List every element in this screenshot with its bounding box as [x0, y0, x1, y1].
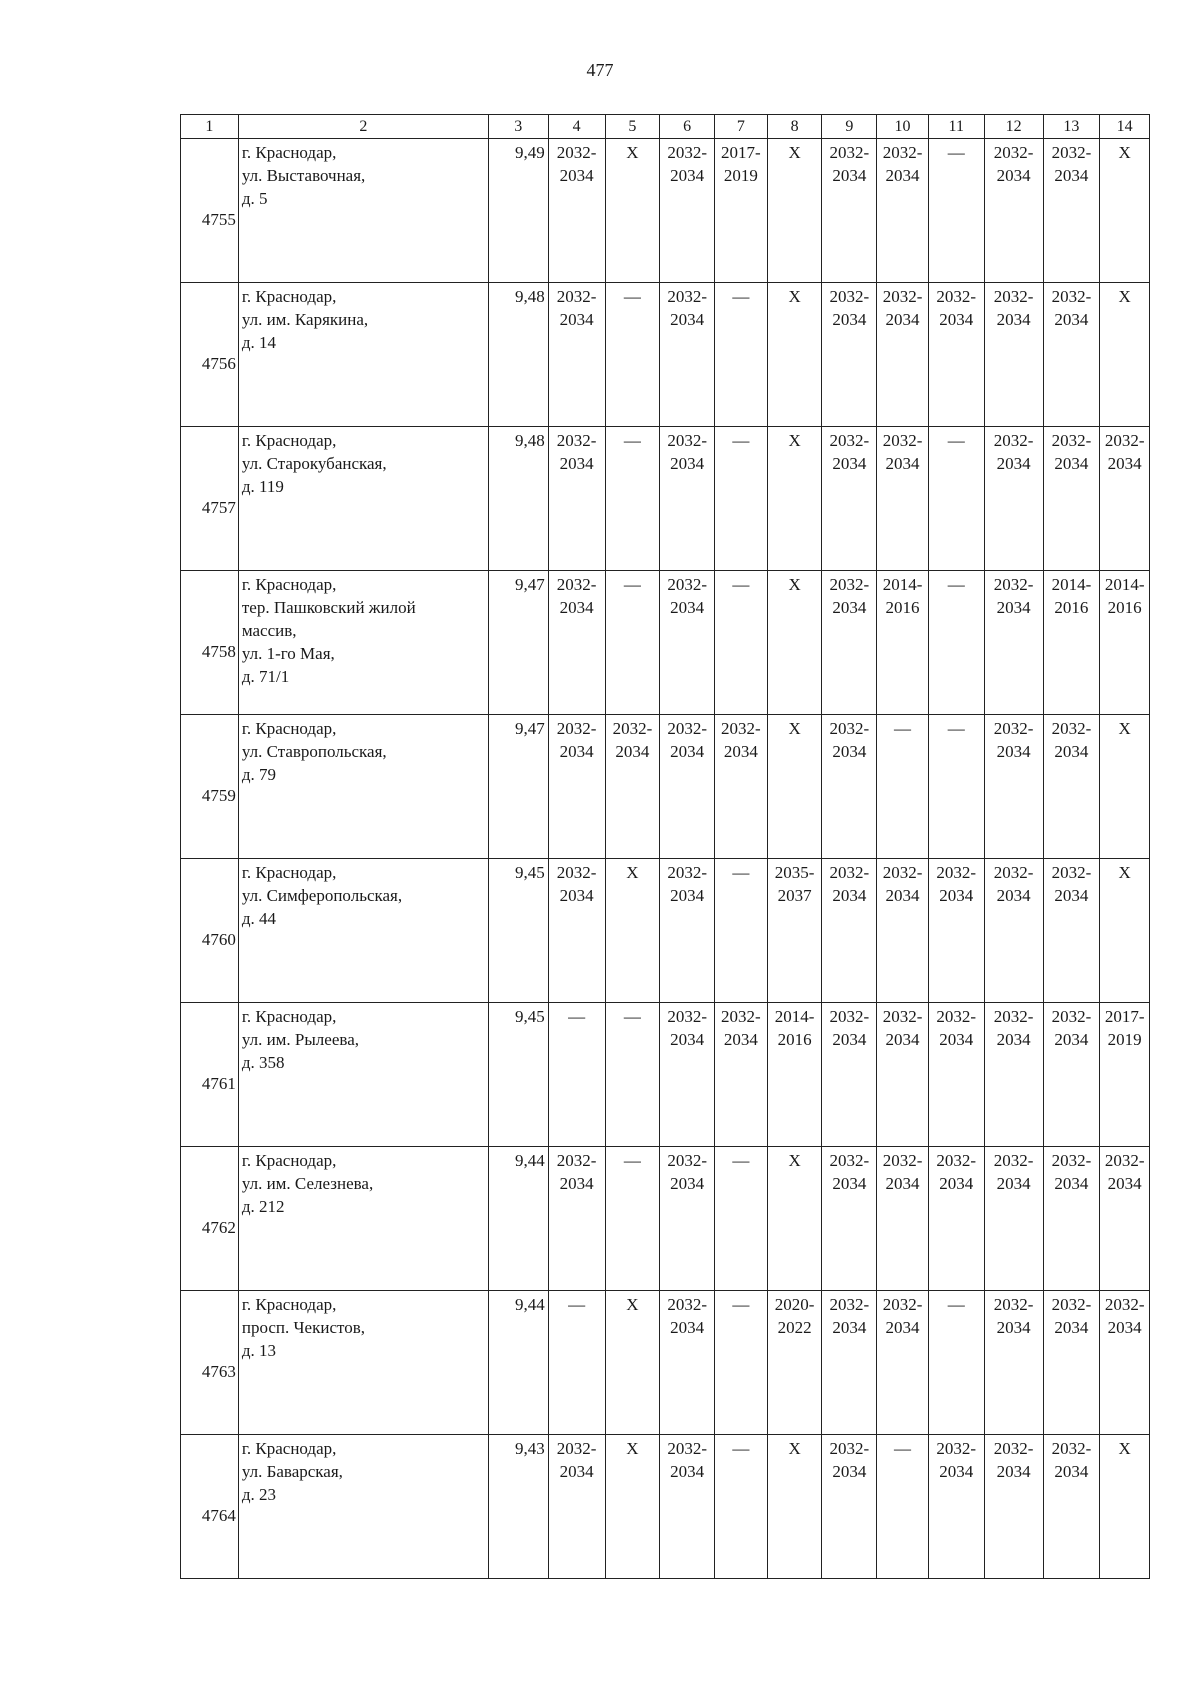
value-cell: 2032- 2034	[660, 715, 715, 859]
address-line: массив,	[241, 621, 297, 640]
score-cell: 9,43	[488, 1435, 548, 1579]
address-line: д. 358	[241, 1053, 285, 1072]
value-cell: 2032- 2034	[877, 859, 929, 1003]
table-row	[181, 283, 1150, 427]
address-line: ул. Баварская,	[241, 1462, 343, 1481]
value-cell: 2032- 2034	[822, 715, 877, 859]
address-cell	[238, 571, 488, 715]
column-header: 4	[548, 115, 605, 139]
address-line: ул. Выставочная,	[241, 166, 366, 185]
value-cell: —	[928, 1291, 984, 1435]
value-cell: Х	[605, 1435, 660, 1579]
value-cell: 2032- 2034	[605, 715, 660, 859]
value-cell: Х	[1100, 139, 1150, 283]
value-cell: —	[877, 1435, 929, 1579]
row-id: 4756	[181, 283, 239, 427]
address-cell	[238, 1291, 488, 1435]
row-id: 4764	[181, 1435, 239, 1579]
value-cell: —	[928, 139, 984, 283]
value-cell: 2032- 2034	[877, 1003, 929, 1147]
address-line: ул. им. Карякина,	[241, 310, 369, 329]
value-cell: 2032- 2034	[984, 427, 1043, 571]
row-id: 4762	[181, 1147, 239, 1291]
page-number: 477	[586, 60, 614, 80]
column-header: 3	[488, 115, 548, 139]
address-line: г. Краснодар,	[241, 863, 337, 882]
table-row	[181, 1147, 1150, 1291]
value-cell: 2032- 2034	[715, 715, 768, 859]
address-line: г. Краснодар,	[241, 575, 337, 594]
column-header: 5	[605, 115, 660, 139]
column-header: 13	[1043, 115, 1100, 139]
table-row	[181, 427, 1150, 571]
value-cell: 2032- 2034	[660, 283, 715, 427]
value-cell: 2032- 2034	[877, 139, 929, 283]
row-id: 4760	[181, 859, 239, 1003]
address-line: ул. им. Рылеева,	[241, 1030, 359, 1049]
address-line: тер. Пашковский жилой	[241, 598, 416, 617]
value-cell: —	[548, 1291, 605, 1435]
value-cell: Х	[1100, 715, 1150, 859]
address-line: д. 14	[241, 333, 276, 352]
value-cell: 2032- 2034	[1043, 1291, 1100, 1435]
value-cell: Х	[767, 139, 822, 283]
score-cell: 9,47	[488, 571, 548, 715]
address-line: ул. Старокубанская,	[241, 454, 387, 473]
value-cell: 2032- 2034	[984, 1147, 1043, 1291]
column-header: 10	[877, 115, 929, 139]
address-line: д. 23	[241, 1485, 276, 1504]
value-cell: 2014- 2016	[1043, 571, 1100, 715]
register-body	[181, 139, 1150, 1579]
value-cell: 2032- 2034	[822, 1435, 877, 1579]
value-cell: 2014- 2016	[1100, 571, 1150, 715]
address-line: г. Краснодар,	[241, 1007, 337, 1026]
value-cell: 2032- 2034	[1043, 427, 1100, 571]
value-cell: Х	[767, 1435, 822, 1579]
value-cell: 2032- 2034	[822, 283, 877, 427]
address-line: д. 119	[241, 477, 284, 496]
column-header: 6	[660, 115, 715, 139]
header-row	[181, 115, 1150, 139]
value-cell: 2032- 2034	[1100, 1291, 1150, 1435]
row-id: 4755	[181, 139, 239, 283]
score-cell: 9,44	[488, 1147, 548, 1291]
score-cell: 9,47	[488, 715, 548, 859]
value-cell: —	[715, 1291, 768, 1435]
address-line: г. Краснодар,	[241, 431, 337, 450]
address-line: д. 212	[241, 1197, 285, 1216]
column-header: 14	[1100, 115, 1150, 139]
register-table	[180, 114, 1150, 1579]
value-cell: 2032- 2034	[877, 1147, 929, 1291]
value-cell: 2014- 2016	[877, 571, 929, 715]
value-cell: Х	[1100, 1435, 1150, 1579]
value-cell: 2032- 2034	[822, 859, 877, 1003]
table-row	[181, 1003, 1150, 1147]
value-cell: 2032- 2034	[548, 1147, 605, 1291]
value-cell: —	[605, 1003, 660, 1147]
value-cell: 2017- 2019	[715, 139, 768, 283]
value-cell: Х	[767, 283, 822, 427]
value-cell: 2014- 2016	[767, 1003, 822, 1147]
address-line: ул. Симферопольская,	[241, 886, 403, 905]
value-cell: —	[605, 1147, 660, 1291]
row-id: 4763	[181, 1291, 239, 1435]
value-cell: 2032- 2034	[715, 1003, 768, 1147]
value-cell: 2032- 2034	[1043, 1435, 1100, 1579]
value-cell: 2032- 2034	[984, 1291, 1043, 1435]
value-cell: 2032- 2034	[877, 427, 929, 571]
address-line: д. 71/1	[241, 667, 290, 686]
value-cell: 2032- 2034	[822, 571, 877, 715]
value-cell: 2032- 2034	[1043, 715, 1100, 859]
address-line: г. Краснодар,	[241, 143, 337, 162]
value-cell: —	[715, 571, 768, 715]
address-cell	[238, 283, 488, 427]
value-cell: —	[715, 859, 768, 1003]
value-cell: 2032- 2034	[548, 139, 605, 283]
address-line: д. 79	[241, 765, 276, 784]
value-cell: 2032- 2034	[548, 571, 605, 715]
value-cell: —	[605, 571, 660, 715]
address-line: ул. 1-го Мая,	[241, 644, 335, 663]
value-cell: —	[928, 427, 984, 571]
value-cell: 2032- 2034	[660, 1003, 715, 1147]
value-cell: 2032- 2034	[984, 715, 1043, 859]
table-row	[181, 1291, 1150, 1435]
value-cell: 2032- 2034	[660, 859, 715, 1003]
value-cell: —	[715, 1435, 768, 1579]
value-cell: 2032- 2034	[822, 427, 877, 571]
value-cell: —	[715, 283, 768, 427]
value-cell: 2020- 2022	[767, 1291, 822, 1435]
column-header: 12	[984, 115, 1043, 139]
value-cell: 2032- 2034	[984, 283, 1043, 427]
value-cell: —	[715, 427, 768, 571]
column-header: 11	[928, 115, 984, 139]
row-id: 4758	[181, 571, 239, 715]
column-header: 9	[822, 115, 877, 139]
value-cell: —	[877, 715, 929, 859]
value-cell: Х	[1100, 283, 1150, 427]
value-cell: 2032- 2034	[877, 1291, 929, 1435]
value-cell: 2032- 2034	[822, 1003, 877, 1147]
address-line: д. 13	[241, 1341, 276, 1360]
score-cell: 9,48	[488, 427, 548, 571]
value-cell: —	[715, 1147, 768, 1291]
address-cell	[238, 715, 488, 859]
value-cell: 2032- 2034	[928, 859, 984, 1003]
value-cell: 2032- 2034	[822, 1147, 877, 1291]
value-cell: Х	[767, 1147, 822, 1291]
address-line: просп. Чекистов,	[241, 1318, 365, 1337]
address-cell	[238, 859, 488, 1003]
column-header: 1	[181, 115, 239, 139]
value-cell: 2032- 2034	[928, 1003, 984, 1147]
value-cell: 2032- 2034	[1043, 859, 1100, 1003]
value-cell: 2032- 2034	[1043, 139, 1100, 283]
score-cell: 9,48	[488, 283, 548, 427]
address-cell	[238, 1003, 488, 1147]
value-cell: 2032- 2034	[984, 859, 1043, 1003]
address-line: д. 5	[241, 189, 268, 208]
column-header: 8	[767, 115, 822, 139]
address-cell	[238, 427, 488, 571]
value-cell: 2032- 2034	[548, 1435, 605, 1579]
column-header: 7	[715, 115, 768, 139]
value-cell: 2032- 2034	[928, 1147, 984, 1291]
address-cell	[238, 1147, 488, 1291]
address-line: г. Краснодар,	[241, 1295, 337, 1314]
value-cell: 2032- 2034	[928, 283, 984, 427]
value-cell: 2032- 2034	[660, 139, 715, 283]
score-cell: 9,45	[488, 1003, 548, 1147]
value-cell: —	[928, 571, 984, 715]
address-cell	[238, 1435, 488, 1579]
value-cell: 2032- 2034	[822, 1291, 877, 1435]
value-cell: —	[548, 1003, 605, 1147]
address-line: г. Краснодар,	[241, 1151, 337, 1170]
score-cell: 9,44	[488, 1291, 548, 1435]
address-line: ул. Ставропольская,	[241, 742, 387, 761]
value-cell: 2032- 2034	[984, 1435, 1043, 1579]
column-header: 2	[238, 115, 488, 139]
table-row	[181, 1435, 1150, 1579]
score-cell: 9,45	[488, 859, 548, 1003]
value-cell: 2032- 2034	[877, 283, 929, 427]
value-cell: 2032- 2034	[1100, 1147, 1150, 1291]
value-cell: 2017- 2019	[1100, 1003, 1150, 1147]
table-row	[181, 139, 1150, 283]
value-cell: 2032- 2034	[1043, 1147, 1100, 1291]
value-cell: 2035- 2037	[767, 859, 822, 1003]
value-cell: Х	[767, 715, 822, 859]
address-line: г. Краснодар,	[241, 719, 337, 738]
value-cell: —	[605, 427, 660, 571]
value-cell: Х	[605, 859, 660, 1003]
value-cell: 2032- 2034	[660, 1147, 715, 1291]
value-cell: 2032- 2034	[548, 283, 605, 427]
value-cell: 2032- 2034	[548, 427, 605, 571]
value-cell: Х	[767, 571, 822, 715]
row-id: 4757	[181, 427, 239, 571]
value-cell: 2032- 2034	[984, 1003, 1043, 1147]
score-cell: 9,49	[488, 139, 548, 283]
address-line: д. 44	[241, 909, 276, 928]
value-cell: Х	[605, 139, 660, 283]
value-cell: Х	[1100, 859, 1150, 1003]
address-cell	[238, 139, 488, 283]
address-line: г. Краснодар,	[241, 287, 337, 306]
value-cell: 2032- 2034	[1100, 427, 1150, 571]
value-cell: Х	[605, 1291, 660, 1435]
address-line: г. Краснодар,	[241, 1439, 337, 1458]
value-cell: 2032- 2034	[984, 139, 1043, 283]
value-cell: 2032- 2034	[1043, 1003, 1100, 1147]
value-cell: —	[928, 715, 984, 859]
row-id: 4759	[181, 715, 239, 859]
address-line: ул. им. Селезнева,	[241, 1174, 374, 1193]
value-cell: 2032- 2034	[660, 1435, 715, 1579]
table-row	[181, 715, 1150, 859]
value-cell: 2032- 2034	[660, 571, 715, 715]
value-cell: 2032- 2034	[548, 715, 605, 859]
value-cell: 2032- 2034	[1043, 283, 1100, 427]
value-cell: —	[605, 283, 660, 427]
value-cell: Х	[767, 427, 822, 571]
value-cell: 2032- 2034	[822, 139, 877, 283]
value-cell: 2032- 2034	[660, 427, 715, 571]
value-cell: 2032- 2034	[984, 571, 1043, 715]
value-cell: 2032- 2034	[660, 1291, 715, 1435]
table-row	[181, 571, 1150, 715]
table-row	[181, 859, 1150, 1003]
value-cell: 2032- 2034	[548, 859, 605, 1003]
row-id: 4761	[181, 1003, 239, 1147]
value-cell: 2032- 2034	[928, 1435, 984, 1579]
